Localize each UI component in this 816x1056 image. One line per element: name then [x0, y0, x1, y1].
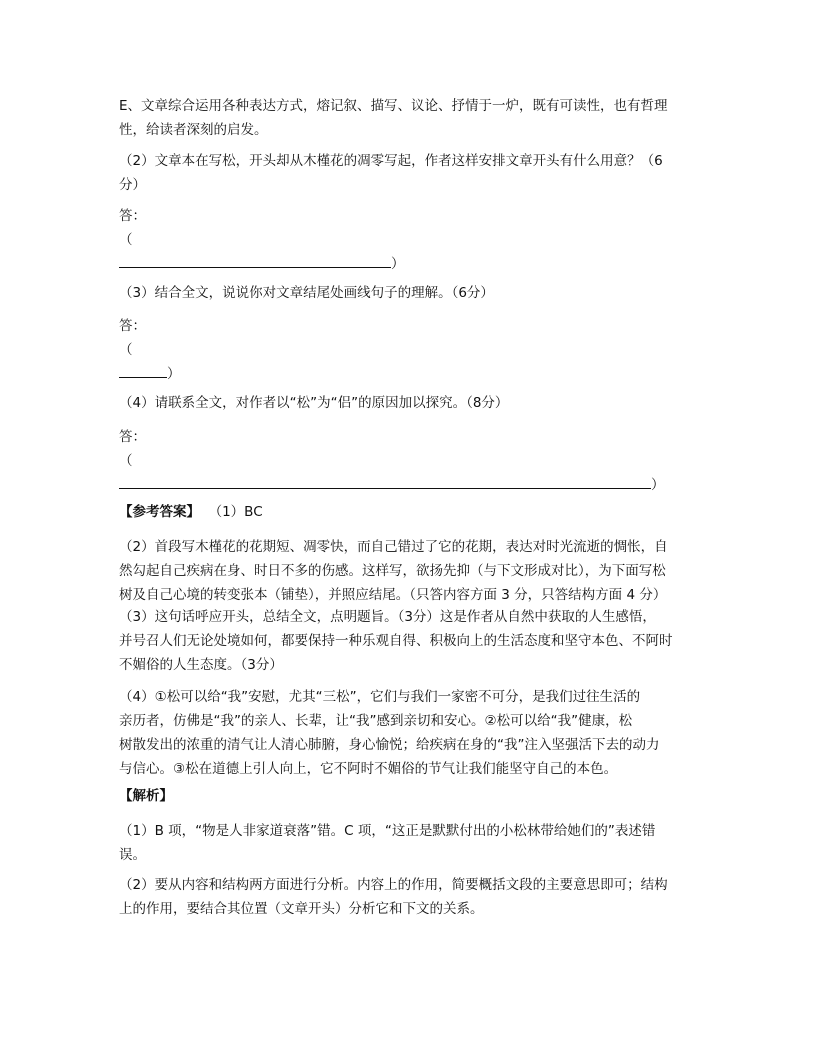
- question-4-line-1: （4）请联系全文，对作者以“松”为“侣”的原因加以探究。（8分）: [119, 395, 509, 411]
- question-4: [119, 391, 697, 415]
- reference-q4-line-3: 树散发出的浓重的清气让人清心肺腑，身心愉悦；给疾病在身的“我”注入坚强活下去的动力: [119, 737, 660, 753]
- analysis-q1: [119, 819, 697, 867]
- reference-q3-line-2: 并号召人们无论处境如何，都要保持一种乐观自得、积极向上的生活态度和坚守本色、不阿时: [119, 633, 673, 649]
- reference-answer-q4: [119, 685, 697, 781]
- answer-4-blank-line[interactable]: [119, 473, 697, 497]
- answer-2-label: 答：: [119, 208, 146, 224]
- answer-3-close-paren: ）: [167, 366, 181, 382]
- reference-answer-line: [119, 500, 697, 524]
- answer-2-close-paren: ）: [391, 256, 405, 272]
- question-3: [119, 281, 697, 305]
- reference-q4-line-4: 与信心。③松在道德上引人向上，它不阿时不媚俗的节气让我们能坚守自己的本色。: [119, 761, 618, 777]
- analysis-q2: [119, 873, 697, 921]
- reference-answer-q1: （1）BC: [208, 504, 263, 520]
- option-e: [119, 94, 697, 142]
- answer-3-blank-line[interactable]: [119, 362, 697, 386]
- answer-4-blank[interactable]: [119, 474, 651, 489]
- answer-2-blank-line[interactable]: [119, 252, 697, 276]
- reference-q2-line-1: （2）首段写木槿花的花期短、凋零快，而自己错过了它的花期，表达对时光流逝的惆怅，自: [119, 539, 668, 555]
- reference-answer-heading: 【参考答案】: [119, 504, 200, 520]
- option-e-line-1: E、文章综合运用各种表达方式，熔记叙、描写、议论、抒情于一炉，既有可读性，也有哲理: [119, 98, 668, 114]
- reference-answer-q3: [119, 605, 697, 677]
- analysis-q1-line-1: （1）B 项，“物是人非家道衰落”错。C 项，“这正是默默付出的小松林带给她们的”表述错: [119, 823, 656, 839]
- question-2-line-1: （2）文章本在写松，开头却从木槿花的凋零写起，作者这样安排文章开头有什么用意？（6: [119, 153, 663, 169]
- analysis-q2-line-2: 上的作用，要结合其位置（文章开头）分析它和下文的关系。: [119, 901, 484, 917]
- answer-2: [119, 204, 697, 276]
- answer-4: [119, 425, 697, 497]
- analysis-q1-line-2: 误。: [119, 847, 146, 863]
- analysis-heading: 【解析】: [119, 788, 173, 804]
- reference-answer-header: [119, 500, 697, 524]
- analysis-header: [119, 784, 697, 808]
- answer-2-blank[interactable]: [119, 253, 391, 268]
- option-e-line-2: 性，给读者深刻的启发。: [119, 122, 268, 138]
- reference-q2-line-3: 树及自己心境的转变张本（铺垫），并照应结尾。（只答内容方面 3 分，只答结构方面 4 分）: [119, 587, 667, 603]
- reference-q3-line-3: 不媚俗的人生态度。（3分）: [119, 657, 283, 673]
- answer-4-label: 答：: [119, 429, 146, 445]
- question-2-line-2: 分）: [119, 177, 146, 193]
- answer-3-blank[interactable]: [119, 363, 167, 378]
- answer-3: [119, 314, 697, 386]
- answer-4-close-paren: ）: [651, 477, 665, 493]
- reference-answer-q2: [119, 535, 697, 607]
- answer-4-open-paren: （: [119, 453, 133, 469]
- analysis-q2-line-1: （2）要从内容和结构两方面进行分析。内容上的作用，简要概括文段的主要意思即可；结构: [119, 877, 668, 893]
- answer-3-label: 答：: [119, 318, 146, 334]
- reference-q4-line-1: （4）①松可以给“我”安慰，尤其“三松”，它们与我们一家密不可分，是我们过往生活的: [119, 689, 641, 705]
- reference-q4-line-2: 亲历者，仿佛是“我”的亲人、长辈，让“我”感到亲切和安心。②松可以给“我”健康，松: [119, 713, 633, 729]
- question-3-line-1: （3）结合全文，说说你对文章结尾处画线句子的理解。（6分）: [119, 285, 494, 301]
- question-2: [119, 149, 697, 197]
- reference-q2-line-2: 然勾起自己疾病在身、时日不多的伤感。这样写，欲扬先抑（与下文形成对比），为下面写松: [119, 563, 666, 579]
- answer-2-open-paren: （: [119, 232, 133, 248]
- answer-3-open-paren: （: [119, 342, 133, 358]
- reference-q3-line-1: （3）这句话呼应开头，总结全文，点明题旨。（3分）这是作者从自然中获取的人生感悟，: [119, 609, 656, 625]
